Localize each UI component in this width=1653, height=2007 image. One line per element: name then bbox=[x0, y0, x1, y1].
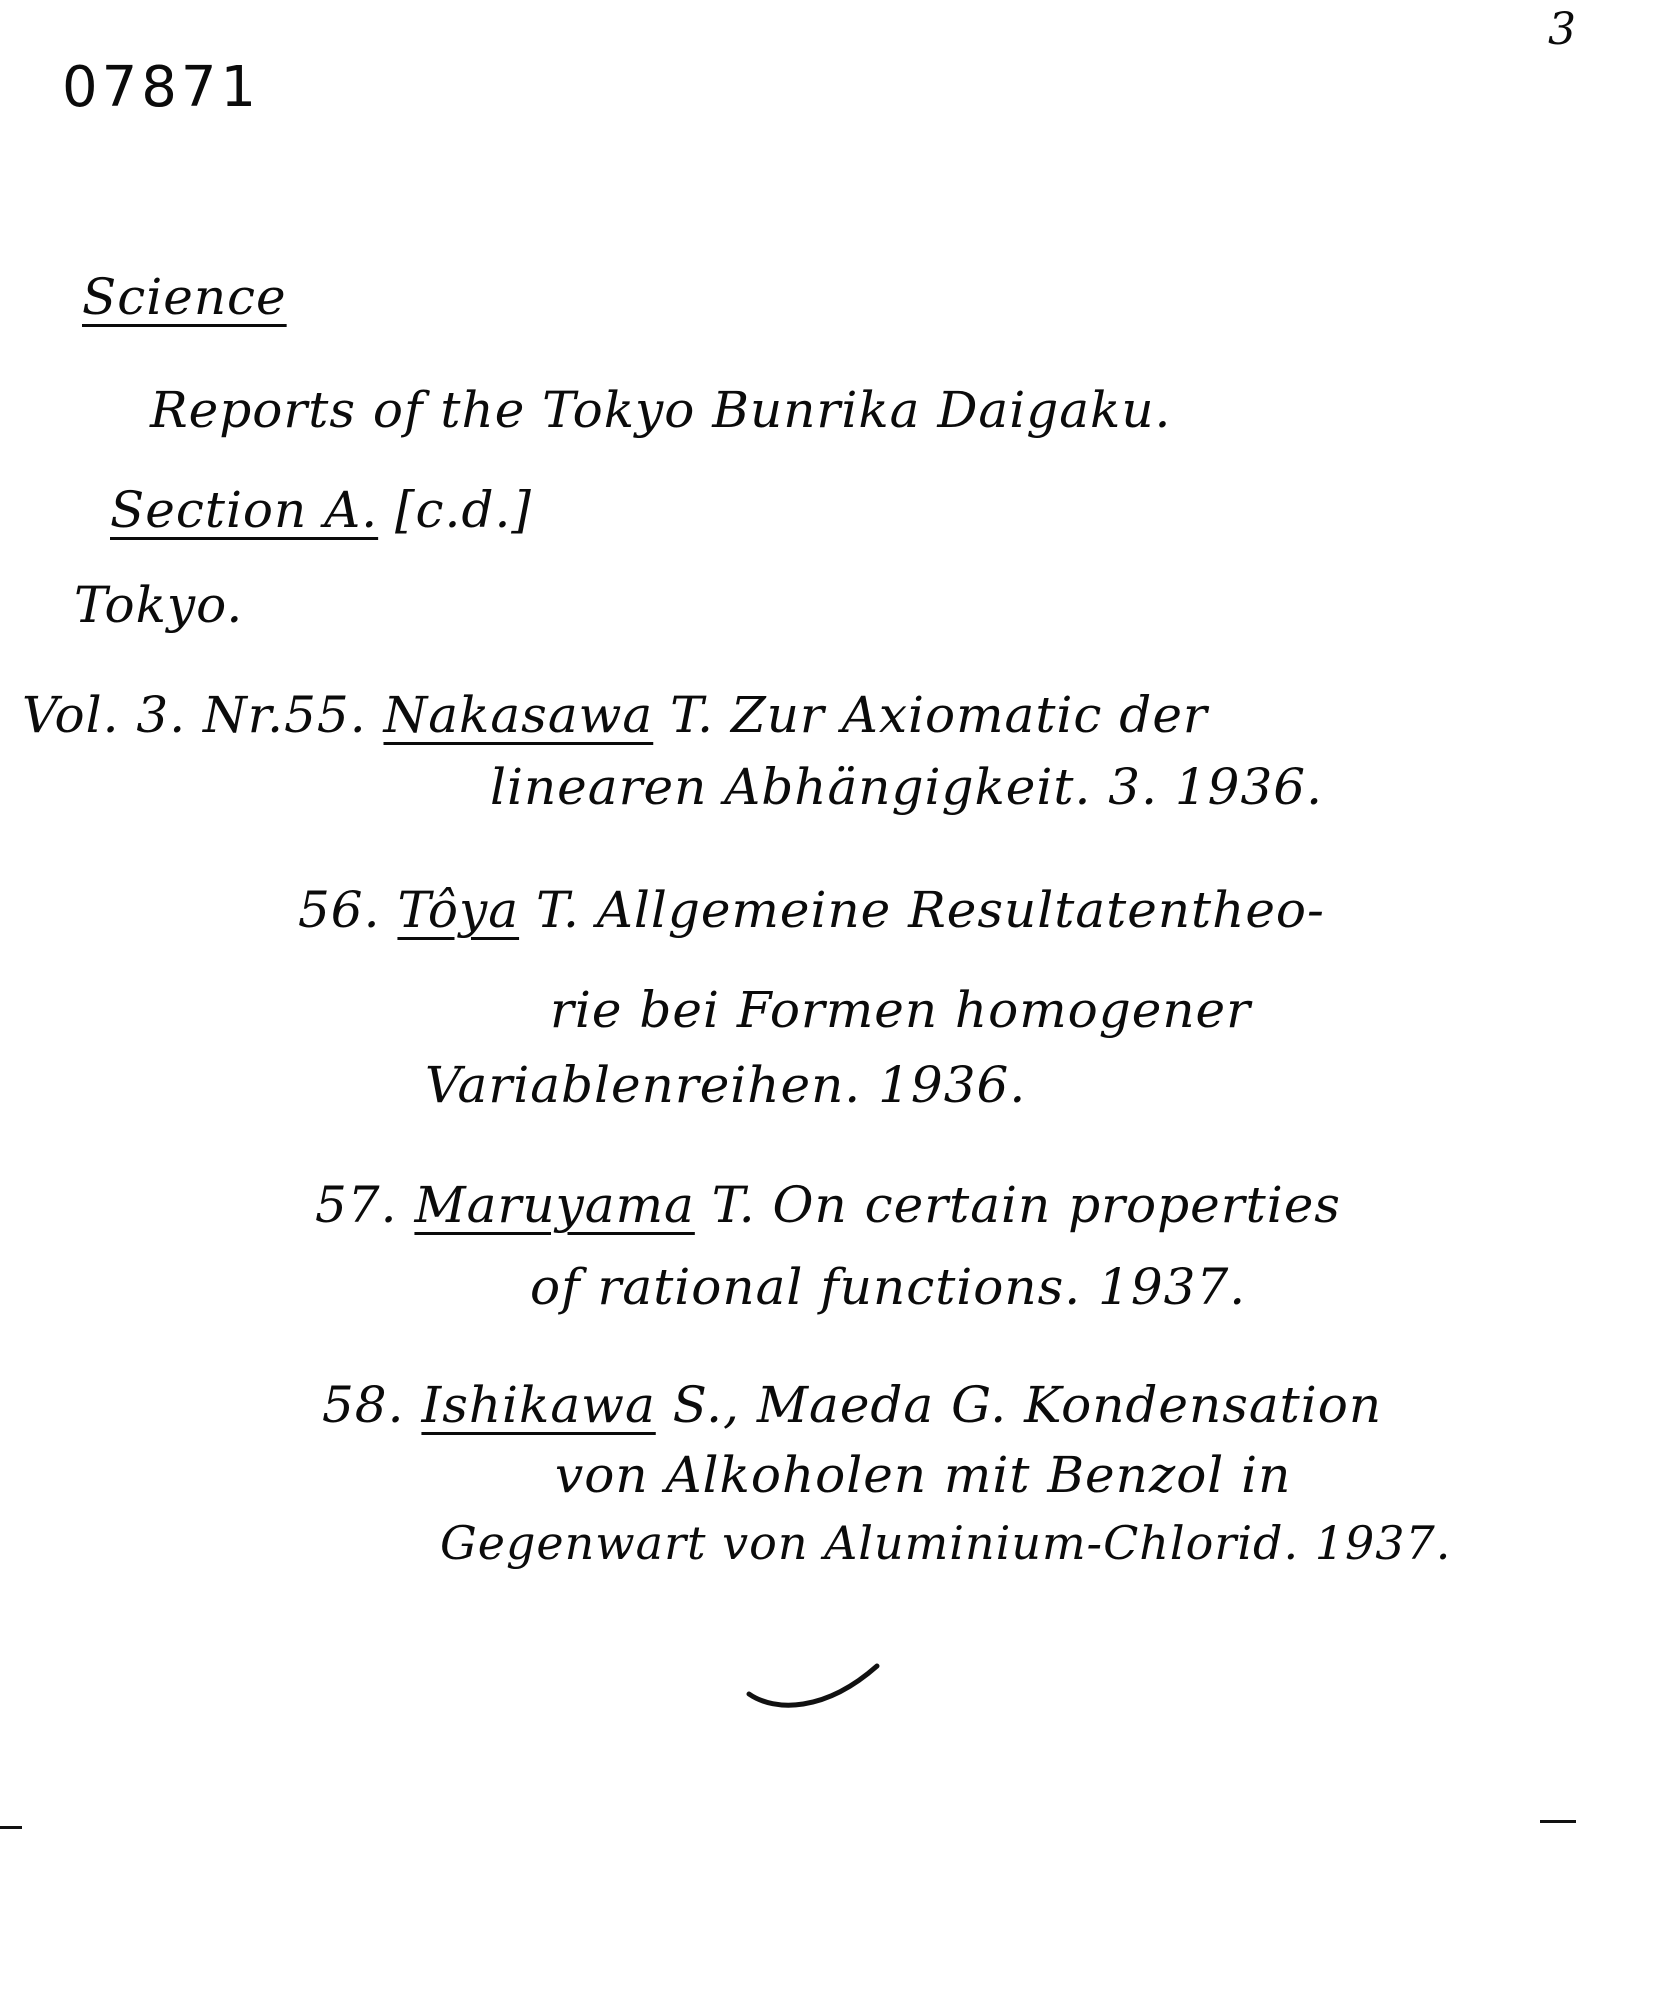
place-of-publication: Tokyo. bbox=[74, 576, 244, 634]
entry-number: 57. bbox=[315, 1176, 398, 1234]
entry-title-line: Gegenwart von Aluminium-Chlorid. 1937. bbox=[440, 1516, 1452, 1570]
end-flourish-mark bbox=[745, 1660, 885, 1720]
section-name: Section A. bbox=[110, 481, 379, 539]
entry-author: Maruyama bbox=[414, 1176, 695, 1234]
entry-number: Nr.55. bbox=[203, 686, 367, 744]
entry-title-line: rie bei Formen homogener bbox=[550, 981, 1252, 1039]
entry-55-first-line bbox=[22, 686, 1208, 744]
entry-title-line: linearen Abhängigkeit. 3. 1936. bbox=[490, 758, 1324, 816]
subject-heading: Science bbox=[82, 268, 287, 326]
entry-initials: T. bbox=[535, 881, 580, 939]
entry-author: Tôya bbox=[397, 881, 520, 939]
entry-title-line: von Alkoholen mit Benzol in bbox=[555, 1446, 1292, 1504]
entry-title-line: Variablenreihen. 1936. bbox=[425, 1056, 1027, 1114]
entry-title-line: Kondensation bbox=[1024, 1376, 1383, 1434]
entry-57-first-line bbox=[315, 1176, 1341, 1234]
section-line bbox=[110, 481, 532, 539]
entry-number: 56. bbox=[298, 881, 381, 939]
entry-title-line: On certain properties bbox=[772, 1176, 1341, 1234]
entry-number: 58. bbox=[322, 1376, 405, 1434]
entry-initials: T. bbox=[670, 686, 715, 744]
entry-author: Nakasawa bbox=[383, 686, 654, 744]
entry-title-line: of rational functions. 1937. bbox=[530, 1258, 1247, 1316]
volume-label: Vol. 3. bbox=[22, 686, 187, 744]
entry-title-line: Zur Axiomatic der bbox=[730, 686, 1208, 744]
section-note: [c.d.] bbox=[395, 481, 532, 539]
entry-title-line: Allgemeine Resultatentheo- bbox=[596, 881, 1325, 939]
entry-initials: T. bbox=[711, 1176, 756, 1234]
margin-mark-left bbox=[0, 1826, 22, 1829]
entry-initials: S., Maeda G. bbox=[672, 1376, 1008, 1434]
catalog-number: 07871 bbox=[62, 55, 261, 120]
entry-58-first-line bbox=[322, 1376, 1383, 1434]
entry-author: Ishikawa bbox=[421, 1376, 656, 1434]
margin-mark-right bbox=[1540, 1820, 1576, 1823]
serial-title: Reports of the Tokyo Bunrika Daigaku. bbox=[150, 381, 1172, 439]
entry-56-first-line bbox=[298, 881, 1325, 939]
page-number: 3 bbox=[1548, 4, 1577, 55]
